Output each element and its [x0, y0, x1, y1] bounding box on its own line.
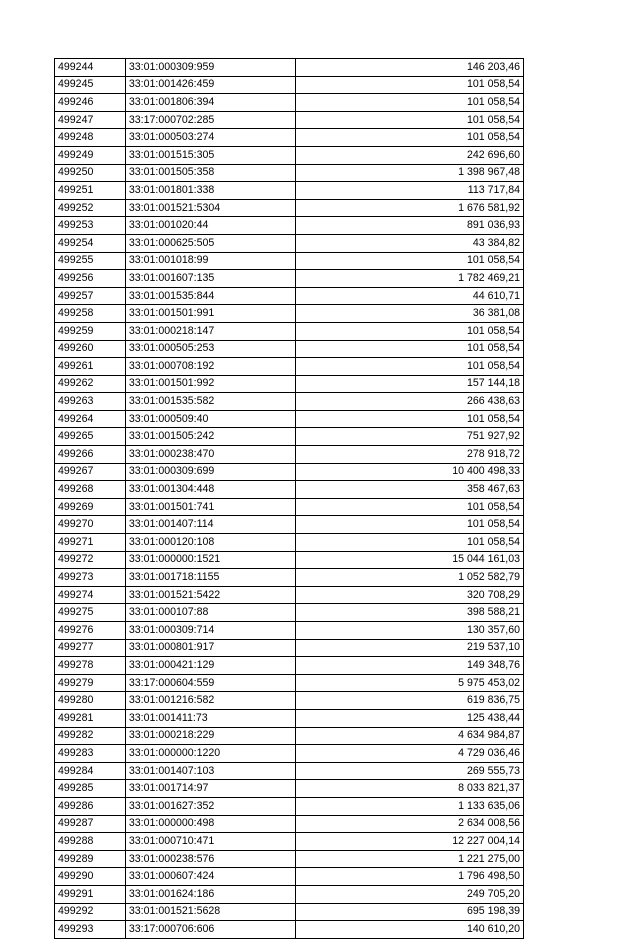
cadastral-number-cell: 33:01:001216:582 [125, 692, 295, 710]
table-row [55, 59, 524, 77]
cadastral-number-cell: 33:01:001714:97 [125, 780, 295, 798]
row-number-cell: 499271 [55, 534, 126, 552]
row-number-cell: 499248 [55, 129, 126, 147]
table-row [55, 586, 524, 604]
row-number-cell: 499246 [55, 94, 126, 112]
cadastral-number-cell: 33:01:001501:741 [125, 498, 295, 516]
row-number-cell: 499284 [55, 762, 126, 780]
value-cell: 619 836,75 [295, 692, 523, 710]
value-cell: 113 717,84 [295, 182, 523, 200]
value-cell: 1 133 635,06 [295, 797, 523, 815]
cadastral-number-cell: 33:01:001521:5422 [125, 586, 295, 604]
row-number-cell: 499293 [55, 921, 126, 939]
table-row [55, 410, 524, 428]
cadastral-number-cell: 33:01:001407:114 [125, 516, 295, 534]
value-cell: 278 918,72 [295, 446, 523, 464]
cadastral-number-cell: 33:01:000509:40 [125, 410, 295, 428]
value-cell: 5 975 453,02 [295, 674, 523, 692]
table-row [55, 129, 524, 147]
value-cell: 101 058,54 [295, 516, 523, 534]
table-row [55, 815, 524, 833]
row-number-cell: 499260 [55, 340, 126, 358]
table-row [55, 111, 524, 129]
cadastral-number-cell: 33:01:000218:147 [125, 322, 295, 340]
row-number-cell: 499281 [55, 709, 126, 727]
value-cell: 1 221 275,00 [295, 850, 523, 868]
cadastral-number-cell: 33:01:001607:135 [125, 270, 295, 288]
cadastral-number-cell: 33:01:000309:699 [125, 463, 295, 481]
table-row [55, 498, 524, 516]
cadastral-number-cell: 33:01:001521:5628 [125, 903, 295, 921]
value-cell: 269 555,73 [295, 762, 523, 780]
table-row [55, 762, 524, 780]
value-cell: 101 058,54 [295, 322, 523, 340]
value-cell: 4 729 036,46 [295, 745, 523, 763]
table-row [55, 745, 524, 763]
cadastral-number-cell: 33:01:000120:108 [125, 534, 295, 552]
row-number-cell: 499256 [55, 270, 126, 288]
cadastral-number-cell: 33:01:000218:229 [125, 727, 295, 745]
row-number-cell: 499268 [55, 481, 126, 499]
row-number-cell: 499280 [55, 692, 126, 710]
table-row [55, 234, 524, 252]
row-number-cell: 499274 [55, 586, 126, 604]
table-row [55, 534, 524, 552]
table-row [55, 727, 524, 745]
value-cell: 101 058,54 [295, 410, 523, 428]
row-number-cell: 499257 [55, 287, 126, 305]
value-cell: 36 381,08 [295, 305, 523, 323]
row-number-cell: 499282 [55, 727, 126, 745]
value-cell: 101 058,54 [295, 340, 523, 358]
table-row [55, 604, 524, 622]
table-row [55, 322, 524, 340]
table-row [55, 850, 524, 868]
value-cell: 1 676 581,92 [295, 199, 523, 217]
cadastral-number-cell: 33:01:001515:305 [125, 146, 295, 164]
row-number-cell: 499266 [55, 446, 126, 464]
value-cell: 695 198,39 [295, 903, 523, 921]
value-cell: 249 705,20 [295, 885, 523, 903]
row-number-cell: 499273 [55, 569, 126, 587]
table-row [55, 709, 524, 727]
value-cell: 101 058,54 [295, 498, 523, 516]
cadastral-number-cell: 33:01:001020:44 [125, 217, 295, 235]
row-number-cell: 499255 [55, 252, 126, 270]
row-number-cell: 499259 [55, 322, 126, 340]
table-row [55, 639, 524, 657]
cadastral-number-cell: 33:01:001411:73 [125, 709, 295, 727]
table-row [55, 921, 524, 939]
value-cell: 12 227 004,14 [295, 833, 523, 851]
row-number-cell: 499286 [55, 797, 126, 815]
value-cell: 101 058,54 [295, 76, 523, 94]
table-row [55, 270, 524, 288]
row-number-cell: 499264 [55, 410, 126, 428]
cadastral-number-cell: 33:01:001624:186 [125, 885, 295, 903]
cadastral-number-cell: 33:01:001801:338 [125, 182, 295, 200]
cadastral-number-cell: 33:01:000710:471 [125, 833, 295, 851]
cadastral-number-cell: 33:17:000702:285 [125, 111, 295, 129]
table-row [55, 375, 524, 393]
cadastral-number-cell: 33:01:000238:470 [125, 446, 295, 464]
row-number-cell: 499261 [55, 358, 126, 376]
table-row [55, 340, 524, 358]
cadastral-number-cell: 33:01:000309:714 [125, 622, 295, 640]
value-cell: 358 467,63 [295, 481, 523, 499]
value-cell: 101 058,54 [295, 111, 523, 129]
cadastral-number-cell: 33:01:000421:129 [125, 657, 295, 675]
table-row [55, 393, 524, 411]
table-row [55, 885, 524, 903]
row-number-cell: 499276 [55, 622, 126, 640]
table-row [55, 516, 524, 534]
value-cell: 157 144,18 [295, 375, 523, 393]
value-cell: 44 610,71 [295, 287, 523, 305]
cadastral-number-cell: 33:01:001505:358 [125, 164, 295, 182]
row-number-cell: 499269 [55, 498, 126, 516]
cadastral-number-cell: 33:01:001627:352 [125, 797, 295, 815]
table-row [55, 903, 524, 921]
cadastral-number-cell: 33:01:001501:991 [125, 305, 295, 323]
row-number-cell: 499247 [55, 111, 126, 129]
row-number-cell: 499291 [55, 885, 126, 903]
row-number-cell: 499265 [55, 428, 126, 446]
row-number-cell: 499290 [55, 868, 126, 886]
table-row [55, 428, 524, 446]
cadastral-number-cell: 33:01:000625:505 [125, 234, 295, 252]
cadastral-number-cell: 33:01:000000:1521 [125, 551, 295, 569]
value-cell: 140 610,20 [295, 921, 523, 939]
table-row [55, 551, 524, 569]
row-number-cell: 499289 [55, 850, 126, 868]
value-cell: 1 052 582,79 [295, 569, 523, 587]
table-row [55, 305, 524, 323]
value-cell: 1 796 498,50 [295, 868, 523, 886]
row-number-cell: 499277 [55, 639, 126, 657]
cadastral-number-cell: 33:01:001521:5304 [125, 199, 295, 217]
table-row [55, 481, 524, 499]
table-row [55, 94, 524, 112]
value-cell: 101 058,54 [295, 252, 523, 270]
table-row [55, 780, 524, 798]
table-row [55, 657, 524, 675]
row-number-cell: 499263 [55, 393, 126, 411]
table-row [55, 692, 524, 710]
cadastral-number-cell: 33:17:000604:559 [125, 674, 295, 692]
cadastral-number-cell: 33:01:000801:917 [125, 639, 295, 657]
table-row [55, 182, 524, 200]
value-cell: 125 438,44 [295, 709, 523, 727]
cadastral-number-cell: 33:01:001718:1155 [125, 569, 295, 587]
row-number-cell: 499258 [55, 305, 126, 323]
cadastral-number-cell: 33:01:000107:88 [125, 604, 295, 622]
value-cell: 1 398 967,48 [295, 164, 523, 182]
table-row [55, 76, 524, 94]
cadastral-number-cell: 33:01:000607:424 [125, 868, 295, 886]
cadastral-number-cell: 33:01:000238:576 [125, 850, 295, 868]
value-cell: 10 400 498,33 [295, 463, 523, 481]
value-cell: 398 588,21 [295, 604, 523, 622]
value-cell: 266 438,63 [295, 393, 523, 411]
value-cell: 219 537,10 [295, 639, 523, 657]
table-body [55, 59, 524, 939]
row-number-cell: 499251 [55, 182, 126, 200]
table-row [55, 446, 524, 464]
cadastral-number-cell: 33:01:000503:274 [125, 129, 295, 147]
value-cell: 43 384,82 [295, 234, 523, 252]
row-number-cell: 499287 [55, 815, 126, 833]
row-number-cell: 499245 [55, 76, 126, 94]
table-row [55, 164, 524, 182]
value-cell: 130 357,60 [295, 622, 523, 640]
cadastral-number-cell: 33:01:000000:498 [125, 815, 295, 833]
table-row [55, 287, 524, 305]
value-cell: 146 203,46 [295, 59, 523, 77]
row-number-cell: 499283 [55, 745, 126, 763]
cadastral-number-cell: 33:01:001304:448 [125, 481, 295, 499]
cadastral-number-cell: 33:01:001535:844 [125, 287, 295, 305]
row-number-cell: 499275 [55, 604, 126, 622]
table-row [55, 358, 524, 376]
value-cell: 320 708,29 [295, 586, 523, 604]
value-cell: 101 058,54 [295, 129, 523, 147]
row-number-cell: 499285 [55, 780, 126, 798]
row-number-cell: 499262 [55, 375, 126, 393]
cadastral-number-cell: 33:01:000708:192 [125, 358, 295, 376]
value-cell: 101 058,54 [295, 358, 523, 376]
row-number-cell: 499270 [55, 516, 126, 534]
table-row [55, 674, 524, 692]
cadastral-number-cell: 33:01:000000:1220 [125, 745, 295, 763]
row-number-cell: 499253 [55, 217, 126, 235]
table-row [55, 868, 524, 886]
row-number-cell: 499244 [55, 59, 126, 77]
row-number-cell: 499250 [55, 164, 126, 182]
row-number-cell: 499278 [55, 657, 126, 675]
row-number-cell: 499252 [55, 199, 126, 217]
row-number-cell: 499272 [55, 551, 126, 569]
cadastral-number-cell: 33:01:001535:582 [125, 393, 295, 411]
data-table [54, 58, 524, 939]
row-number-cell: 499267 [55, 463, 126, 481]
value-cell: 891 036,93 [295, 217, 523, 235]
table-row [55, 217, 524, 235]
cadastral-number-cell: 33:01:001501:992 [125, 375, 295, 393]
cadastral-number-cell: 33:01:001806:394 [125, 94, 295, 112]
value-cell: 101 058,54 [295, 534, 523, 552]
table-row [55, 797, 524, 815]
row-number-cell: 499254 [55, 234, 126, 252]
cadastral-number-cell: 33:01:000309:959 [125, 59, 295, 77]
cadastral-number-cell: 33:01:000505:253 [125, 340, 295, 358]
table-row [55, 146, 524, 164]
value-cell: 8 033 821,37 [295, 780, 523, 798]
row-number-cell: 499249 [55, 146, 126, 164]
table-row [55, 199, 524, 217]
cadastral-number-cell: 33:01:001426:459 [125, 76, 295, 94]
value-cell: 149 348,76 [295, 657, 523, 675]
row-number-cell: 499288 [55, 833, 126, 851]
value-cell: 101 058,54 [295, 94, 523, 112]
table-row [55, 622, 524, 640]
cadastral-number-cell: 33:01:001407:103 [125, 762, 295, 780]
row-number-cell: 499292 [55, 903, 126, 921]
table-row [55, 833, 524, 851]
value-cell: 1 782 469,21 [295, 270, 523, 288]
value-cell: 751 927,92 [295, 428, 523, 446]
row-number-cell: 499279 [55, 674, 126, 692]
table-row [55, 569, 524, 587]
cadastral-number-cell: 33:17:000706:606 [125, 921, 295, 939]
value-cell: 242 696,60 [295, 146, 523, 164]
value-cell: 15 044 161,03 [295, 551, 523, 569]
cadastral-number-cell: 33:01:001018:99 [125, 252, 295, 270]
value-cell: 2 634 008,56 [295, 815, 523, 833]
table-row [55, 252, 524, 270]
value-cell: 4 634 984,87 [295, 727, 523, 745]
cadastral-number-cell: 33:01:001505:242 [125, 428, 295, 446]
table-row [55, 463, 524, 481]
